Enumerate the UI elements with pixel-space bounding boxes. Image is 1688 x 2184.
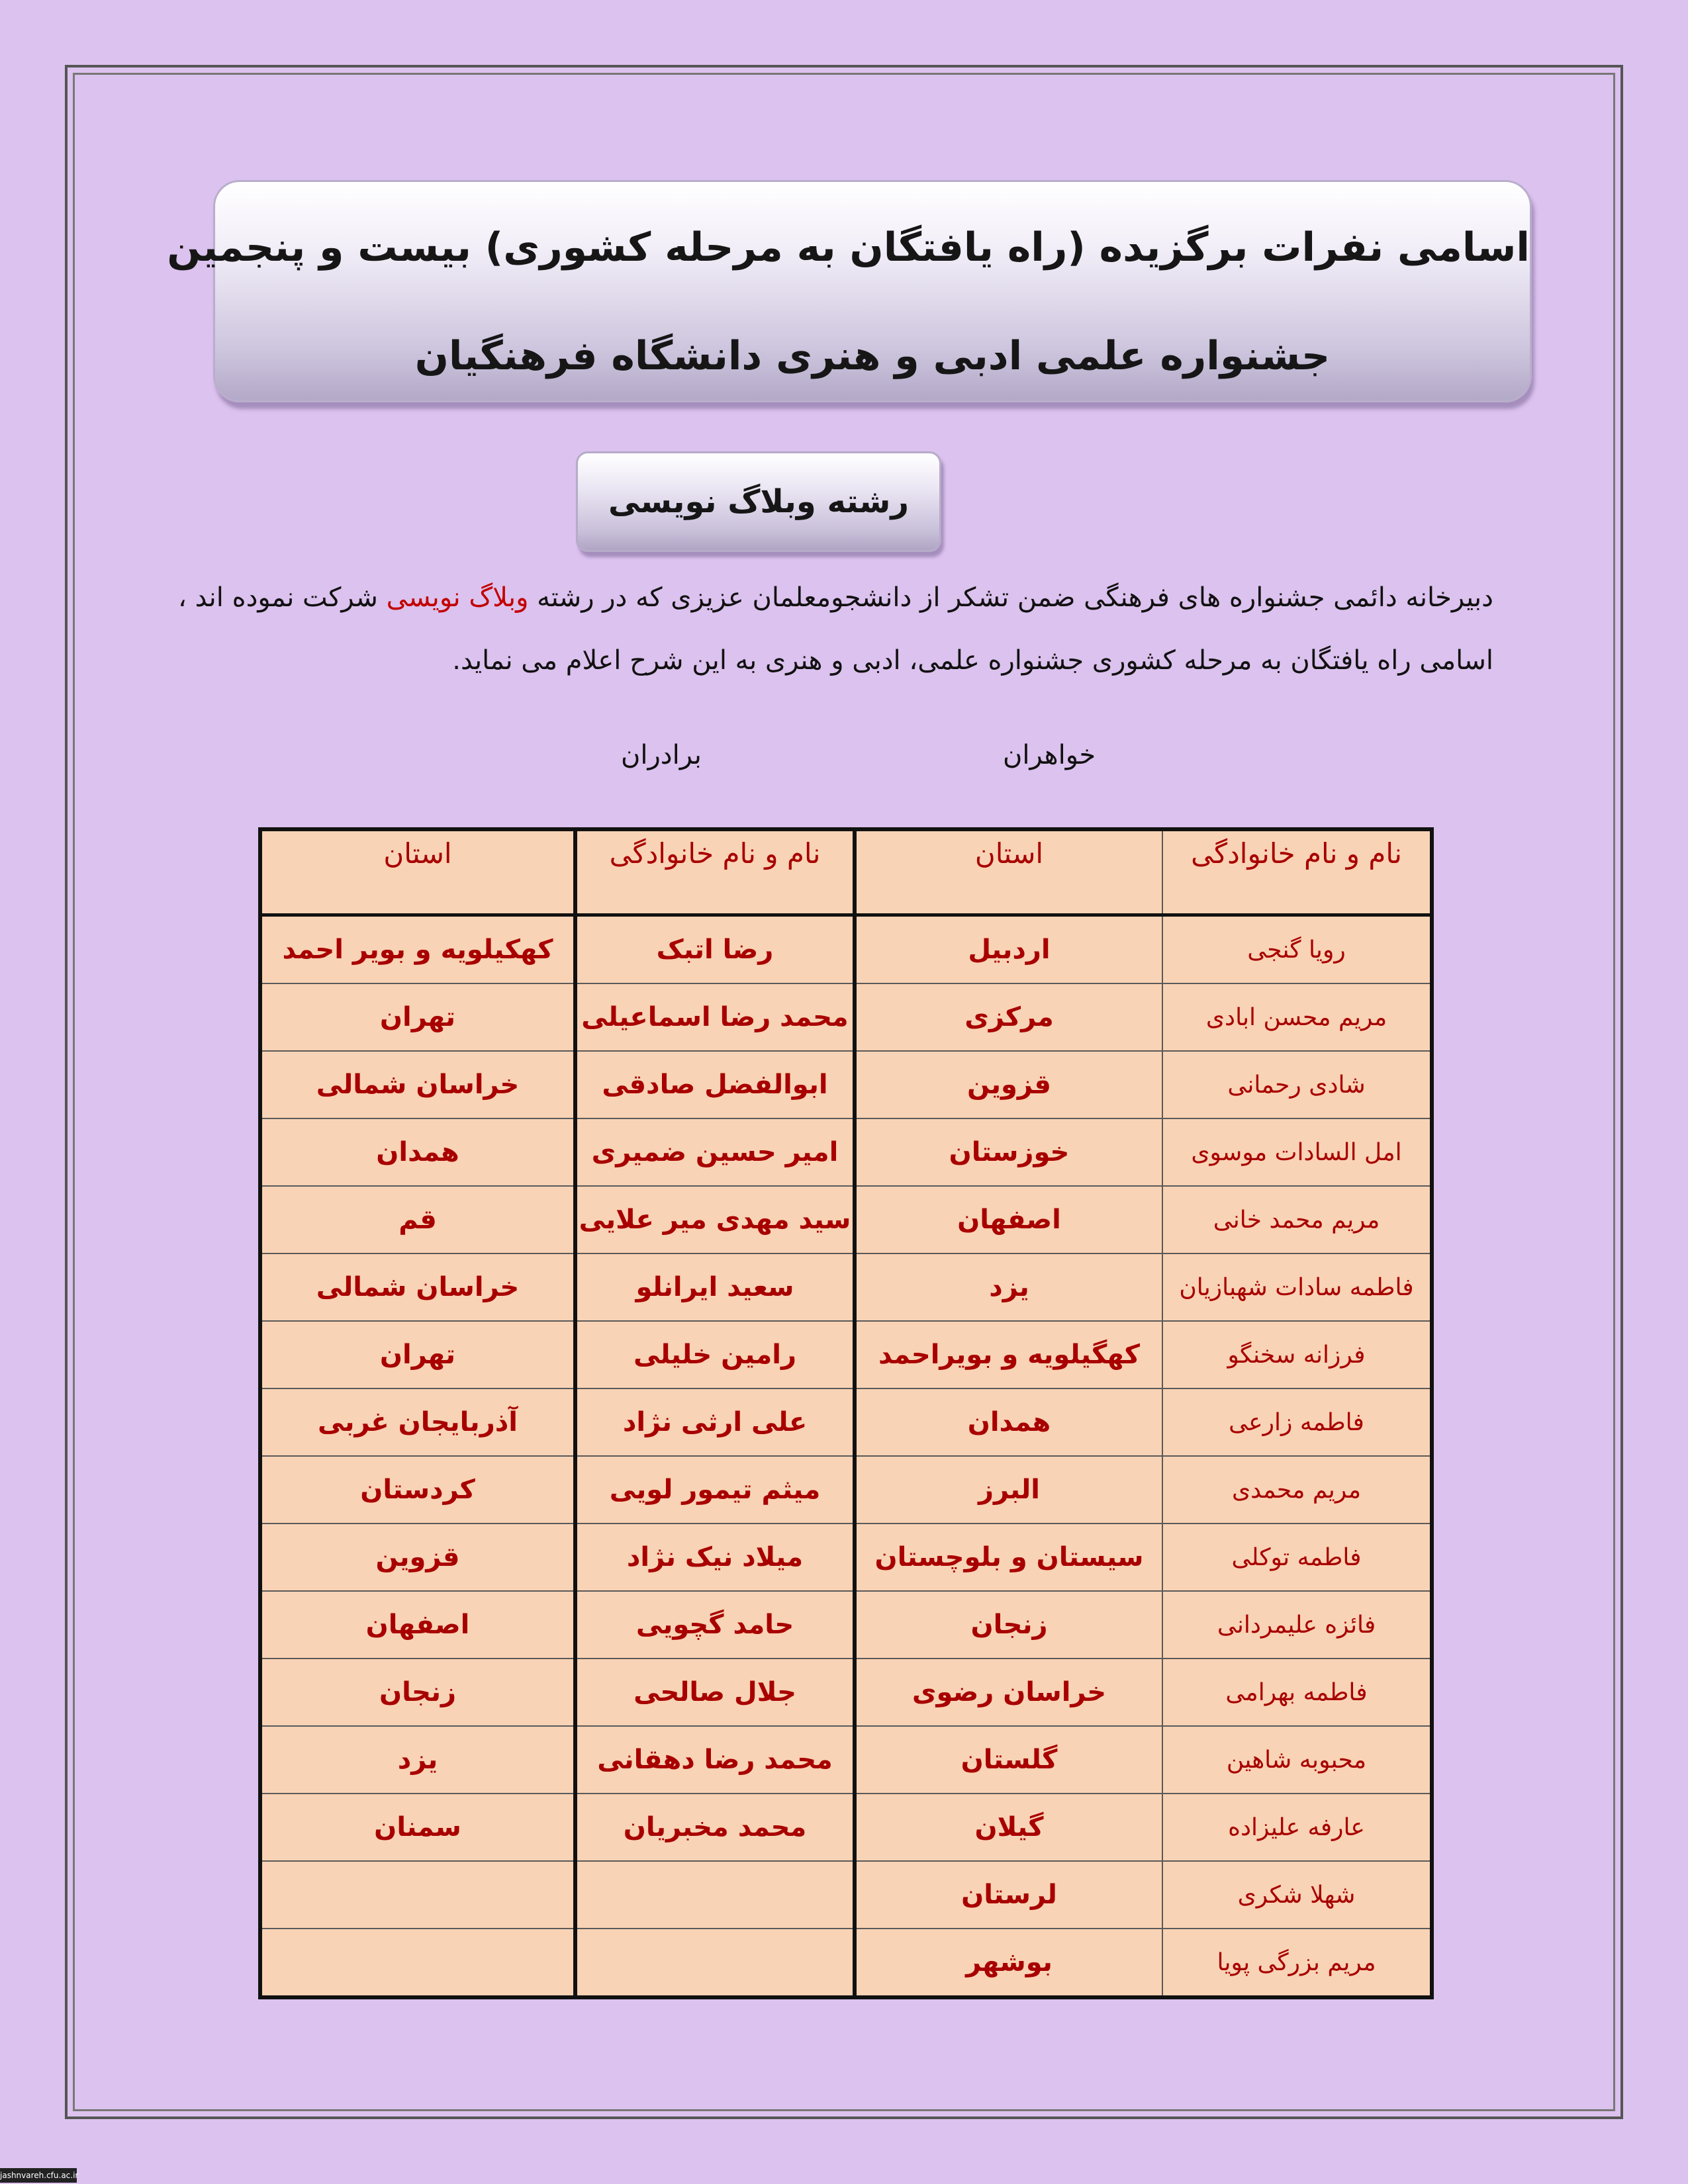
brother-province-cell: زنجان	[260, 1659, 575, 1726]
table-header-row	[260, 829, 1432, 915]
table-body	[260, 915, 1432, 1998]
sister-province-cell: خراسان رضوی	[855, 1659, 1162, 1726]
brother-province-cell: کهکیلویه و بویر احمد	[260, 915, 575, 984]
sister-name-cell: مریم محمدی	[1162, 1456, 1432, 1524]
table-row	[260, 1456, 1432, 1524]
brother-name-cell: علی ارثی نژاد	[575, 1388, 855, 1456]
brother-name-cell: رامین خلیلی	[575, 1321, 855, 1388]
brother-province-cell: سمنان	[260, 1794, 575, 1861]
brother-province-cell	[260, 1861, 575, 1929]
sister-name-cell: مریم محمد خانی	[1162, 1186, 1432, 1253]
intro-line-1-pre: دبیرخانه دائمی جشنواره های فرهنگی ضمن تشکر از دانشجومعلمان عزیزی که در رشته	[528, 582, 1493, 613]
brother-name-cell: محمد رضا اسماعیلی	[575, 983, 855, 1051]
sister-province-cell: مرکزی	[855, 983, 1162, 1051]
sister-province-cell: زنجان	[855, 1591, 1162, 1659]
table-row	[260, 1861, 1432, 1929]
table-row	[260, 1253, 1432, 1321]
brother-province-cell: آذربایجان غربی	[260, 1388, 575, 1456]
sister-name-cell: شادی رحمانی	[1162, 1051, 1432, 1118]
brother-province-cell: خراسان شمالی	[260, 1051, 575, 1118]
brother-province-cell: یزد	[260, 1726, 575, 1794]
sisters-label: خواهران	[1003, 740, 1096, 770]
title-line-2: جشنواره علمی ادبی و هنری دانشگاه فرهنگیان	[414, 333, 1331, 379]
table-row	[260, 1591, 1432, 1659]
brother-name-cell: محمد مخبریان	[575, 1794, 855, 1861]
site-watermark: jashnvareh.cfu.ac.ir	[0, 2168, 77, 2183]
sister-province-cell: یزد	[855, 1253, 1162, 1321]
winners-table	[258, 827, 1434, 1999]
table-row	[260, 1726, 1432, 1794]
sister-name-cell: فاطمه زارعی	[1162, 1388, 1432, 1456]
table-row	[260, 1186, 1432, 1253]
sister-name-cell: محبوبه شاهین	[1162, 1726, 1432, 1794]
brother-province-cell: تهران	[260, 983, 575, 1051]
header-sister-name: نام و نام خانوادگی	[1162, 829, 1432, 915]
intro-highlight: وبلاگ نویسی	[386, 582, 529, 613]
sister-province-cell: خوزستان	[855, 1118, 1162, 1186]
table-row	[260, 983, 1432, 1051]
brother-province-cell: اصفهان	[260, 1591, 575, 1659]
table-row	[260, 1388, 1432, 1456]
table-row	[260, 1659, 1432, 1726]
sister-province-cell: لرستان	[855, 1861, 1162, 1929]
header-brother-province: استان	[260, 829, 575, 915]
brother-name-cell: جلال صالحی	[575, 1659, 855, 1726]
table-row	[260, 1051, 1432, 1118]
sister-province-cell: قزوین	[855, 1051, 1162, 1118]
brothers-label: برادران	[621, 740, 702, 770]
intro-line-1-post: شرکت نموده اند ،	[178, 582, 387, 613]
intro-line-2: اسامی راه یافتگان به مرحله کشوری جشنواره علمی، ادبی و هنری به این شرح اعلام می نماید.	[452, 645, 1493, 676]
category-banner: رشته وبلاگ نویسی	[576, 451, 941, 552]
brother-name-cell: امیر حسین ضمیری	[575, 1118, 855, 1186]
sister-name-cell: مریم بزرگی پویا	[1162, 1929, 1432, 1997]
intro-line-1	[178, 582, 1493, 613]
table-row	[260, 1794, 1432, 1861]
sister-province-cell: همدان	[855, 1388, 1162, 1456]
brother-province-cell	[260, 1929, 575, 1997]
sister-name-cell: فاطمه بهرامی	[1162, 1659, 1432, 1726]
brother-name-cell: میلاد نیک نژاد	[575, 1524, 855, 1591]
table-row	[260, 1118, 1432, 1186]
brother-name-cell: سعید ایرانلو	[575, 1253, 855, 1321]
table-row	[260, 1321, 1432, 1388]
sister-name-cell: مریم محسن ابادی	[1162, 983, 1432, 1051]
brother-province-cell: همدان	[260, 1118, 575, 1186]
brother-name-cell: میثم تیمور لویی	[575, 1456, 855, 1524]
table-row	[260, 1929, 1432, 1997]
sister-name-cell: فرزانه سخنگو	[1162, 1321, 1432, 1388]
sister-name-cell: فاطمه توکلی	[1162, 1524, 1432, 1591]
brother-name-cell: رضا اتبک	[575, 915, 855, 984]
brother-name-cell	[575, 1929, 855, 1997]
brother-name-cell: حامد گچویی	[575, 1591, 855, 1659]
brother-name-cell: ابوالفضل صادقی	[575, 1051, 855, 1118]
brother-province-cell: خراسان شمالی	[260, 1253, 575, 1321]
sister-province-cell: اردبیل	[855, 915, 1162, 984]
brother-name-cell	[575, 1861, 855, 1929]
table-row	[260, 915, 1432, 984]
sister-province-cell: البرز	[855, 1456, 1162, 1524]
brother-province-cell: کردستان	[260, 1456, 575, 1524]
table-row	[260, 1524, 1432, 1591]
brother-province-cell: قم	[260, 1186, 575, 1253]
sister-name-cell: عارفه علیزاده	[1162, 1794, 1432, 1861]
sister-name-cell: فاطمه سادات شهبازیان	[1162, 1253, 1432, 1321]
sister-province-cell: گیلان	[855, 1794, 1162, 1861]
brother-name-cell: محمد رضا دهقانی	[575, 1726, 855, 1794]
sister-province-cell: اصفهان	[855, 1186, 1162, 1253]
brother-province-cell: قزوین	[260, 1524, 575, 1591]
sister-name-cell: شهلا شکری	[1162, 1861, 1432, 1929]
sister-province-cell: سیستان و بلوچستان	[855, 1524, 1162, 1591]
header-brother-name: نام و نام خانوادگی	[575, 829, 855, 915]
sister-province-cell: بوشهر	[855, 1929, 1162, 1997]
sister-name-cell: امل السادات موسوی	[1162, 1118, 1432, 1186]
title-line-1: اسامی نفرات برگزیده (راه یافتگان به مرحله کشوری) بیست و پنجمین	[167, 224, 1530, 271]
brother-name-cell: سید مهدی میر علایی	[575, 1186, 855, 1253]
sister-name-cell: فائزه علیمردانی	[1162, 1591, 1432, 1659]
sister-province-cell: گلستان	[855, 1726, 1162, 1794]
brother-province-cell: تهران	[260, 1321, 575, 1388]
sister-name-cell: رویا گنجی	[1162, 915, 1432, 984]
sister-province-cell: کهگیلویه و بویراحمد	[855, 1321, 1162, 1388]
title-banner	[167, 180, 1532, 402]
header-sister-province: استان	[855, 829, 1162, 915]
